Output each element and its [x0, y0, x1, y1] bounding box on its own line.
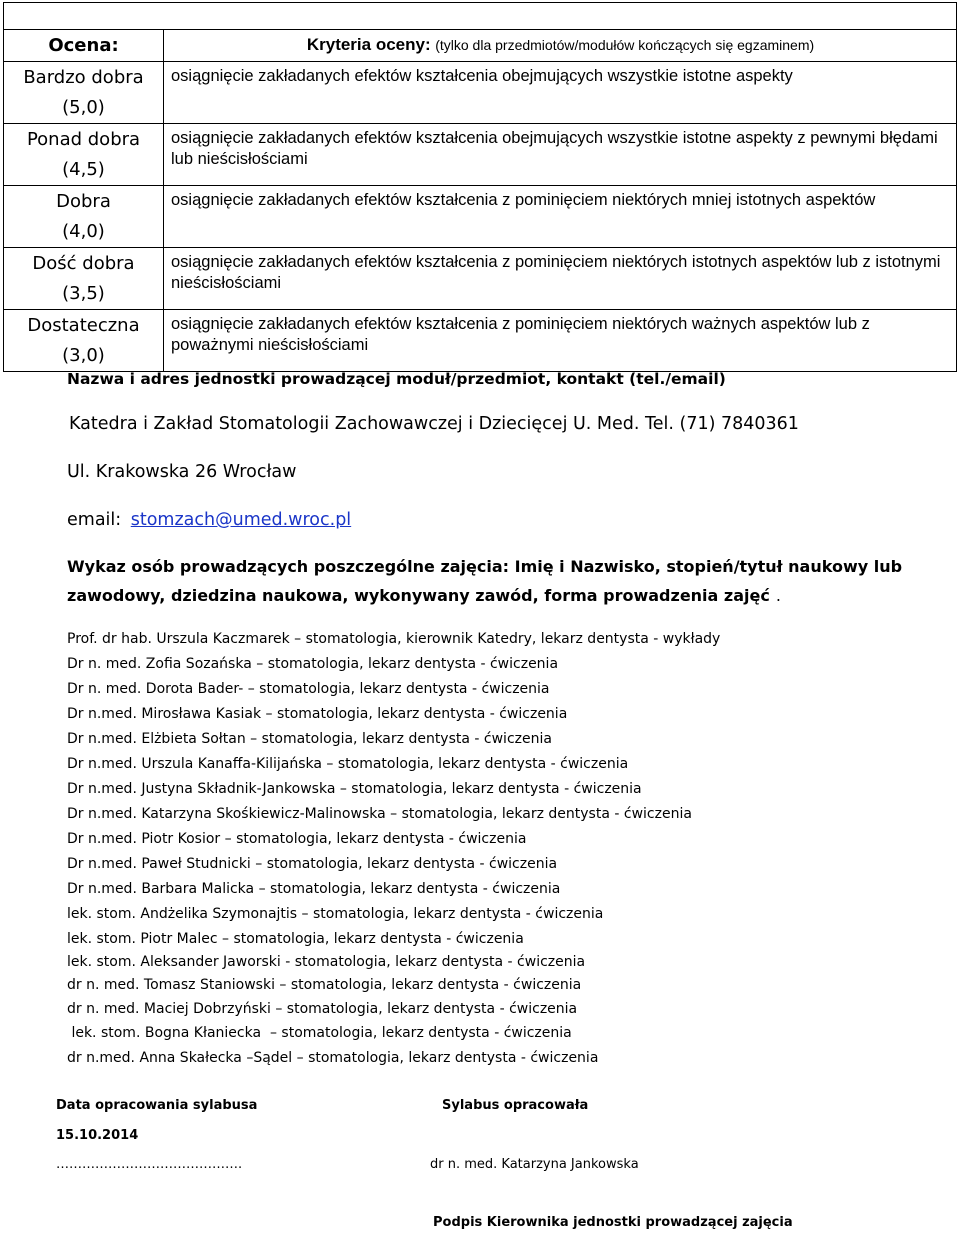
date-value: 15.10.2014 — [56, 1128, 139, 1143]
email-label: email: — [67, 510, 122, 530]
unit-email-line — [67, 510, 351, 530]
grade-value: (3,0) — [62, 345, 105, 366]
grade-criteria: osiągnięcie zakładanych efektów kształcenia obejmujących wszystkie istotne aspekty z pewnymi błędami lub nieścisłościami — [164, 124, 957, 186]
staff-list-item: Dr n.med. Barbara Malicka – stomatologia, lekarz dentysta - ćwiczenia — [67, 881, 561, 897]
unit-name: Katedra i Zakład Stomatologii Zachowawczej i Dziecięcej U. Med. Tel. (71) 7840361 — [69, 414, 799, 434]
grade-name: Dość dobra — [32, 253, 135, 274]
staff-list-item: Dr n.med. Justyna Składnik-Jankowska – stomatologia, lekarz dentysta - ćwiczenia — [67, 781, 642, 797]
staff-heading-line2-text: zawodowy, dziedzina naukowa, wykonywany zawód, forma prowadzenia zajęć — [67, 586, 770, 605]
staff-list-item: lek. stom. Aleksander Jaworski - stomatologia, lekarz dentysta - ćwiczenia — [67, 954, 586, 970]
staff-list-item: dr n.med. Anna Skałecka –Sądel – stomatologia, lekarz dentysta - ćwiczenia — [67, 1050, 599, 1066]
staff-list-item: dr n. med. Maciej Dobrzyński – stomatologia, lekarz dentysta - ćwiczenia — [67, 1001, 578, 1017]
staff-list-item: dr n. med. Tomasz Staniowski – stomatologia, lekarz dentysta - ćwiczenia — [67, 977, 582, 993]
table-header-row — [4, 30, 957, 62]
signature-dots: ……………………………………. — [56, 1157, 243, 1172]
grade-row — [4, 186, 957, 248]
staff-heading-line1: Wykaz osób prowadzących poszczególne zajęcia: Imię i Nazwisko, stopień/tytuł naukowy lub — [67, 557, 903, 576]
email-link[interactable]: stomzach@umed.wroc.pl — [130, 510, 352, 530]
criteria-note: (tylko dla przedmiotów/modułów kończących się egzaminem) — [435, 37, 815, 53]
grade-row — [4, 124, 957, 186]
head-signature-label: Podpis Kierownika jednostki prowadzącej zajęcia — [433, 1215, 793, 1230]
grade-header: Ocena: — [48, 35, 119, 56]
grade-criteria: osiągnięcie zakładanych efektów kształcenia z pominięciem niektórych istotnych aspektów lub z istotnymi nieścisłościami — [164, 248, 957, 310]
criteria-header: Kryteria oceny: — [306, 35, 431, 54]
grade-name: Dobra — [56, 191, 111, 212]
grade-criteria: osiągnięcie zakładanych efektów kształcenia obejmujących wszystkie istotne aspekty — [164, 62, 957, 124]
staff-list-item: Dr n.med. Urszula Kanaffa-Kilijańska – stomatologia, lekarz dentysta - ćwiczenia — [67, 756, 629, 772]
staff-list-item: Dr n.med. Piotr Kosior – stomatologia, lekarz dentysta - ćwiczenia — [67, 831, 527, 847]
prepared-by: dr n. med. Katarzyna Jankowska — [430, 1157, 639, 1172]
grade-value: (4,5) — [62, 159, 105, 180]
staff-heading-end: . — [775, 586, 781, 605]
grade-criteria: osiągnięcie zakładanych efektów kształcenia z pominięciem niektórych ważnych aspektów lub z poważnymi nieścisłościami — [164, 310, 957, 372]
grade-value: (5,0) — [62, 97, 105, 118]
unit-address: Ul. Krakowska 26 Wrocław — [67, 462, 297, 482]
grade-value: (3,5) — [62, 283, 105, 304]
staff-heading-line2 — [67, 586, 781, 605]
staff-list-item: Dr n.med. Katarzyna Skośkiewicz-Malinowska – stomatologia, lekarz dentysta - ćwiczenia — [67, 806, 692, 822]
grade-name: Bardzo dobra — [23, 67, 144, 88]
staff-list-item: lek. stom. Andżelika Szymonajtis – stomatologia, lekarz dentysta - ćwiczenia — [67, 906, 604, 922]
grade-value: (4,0) — [62, 221, 105, 242]
grade-row — [4, 248, 957, 310]
grade-criteria: osiągnięcie zakładanych efektów kształcenia z pominięciem niektórych mniej istotnych aspektów — [164, 186, 957, 248]
staff-list-item: Dr n.med. Mirosława Kasiak – stomatologia, lekarz dentysta - ćwiczenia — [67, 706, 568, 722]
grade-name: Dostateczna — [27, 315, 140, 336]
staff-list-item: Dr n.med. Paweł Studnicki – stomatologia, lekarz dentysta - ćwiczenia — [67, 856, 558, 872]
staff-list-item: Dr n.med. Elżbieta Sołtan – stomatologia, lekarz dentysta - ćwiczenia — [67, 731, 552, 747]
staff-list-item: Dr n. med. Zofia Sozańska – stomatologia, lekarz dentysta - ćwiczenia — [67, 656, 559, 672]
staff-list-item: lek. stom. Piotr Malec – stomatologia, lekarz dentysta - ćwiczenia — [67, 931, 524, 947]
staff-list-item: Prof. dr hab. Urszula Kaczmarek – stomatologia, kierownik Katedry, lekarz dentysta - wykłady — [67, 631, 721, 647]
grade-name: Ponad dobra — [26, 129, 141, 150]
prepared-label: Sylabus opracowała — [442, 1098, 589, 1113]
top-empty-box — [3, 2, 957, 29]
staff-list-item: Dr n. med. Dorota Bader- – stomatologia, lekarz dentysta - ćwiczenia — [67, 681, 550, 697]
grading-criteria-table — [3, 29, 957, 372]
staff-list-item: lek. stom. Bogna Kłaniecka – stomatologia, lekarz dentysta - ćwiczenia — [67, 1025, 572, 1041]
unit-heading: Nazwa i adres jednostki prowadzącej moduł/przedmiot, kontakt (tel./email) — [67, 370, 726, 388]
grade-row — [4, 62, 957, 124]
grade-row — [4, 310, 957, 372]
date-label: Data opracowania sylabusa — [56, 1098, 258, 1113]
